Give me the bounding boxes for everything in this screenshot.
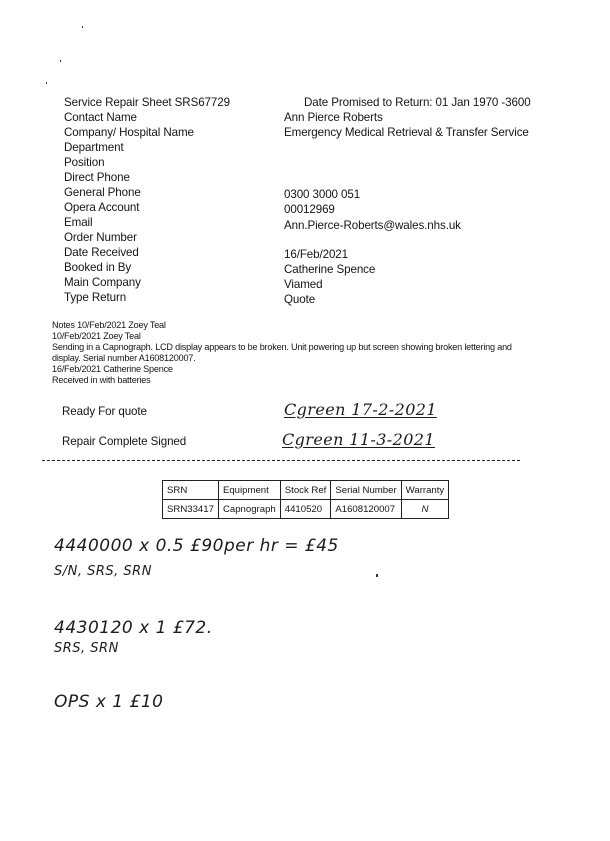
- field-label: Type Return: [64, 291, 127, 304]
- field-value: 0300 3000 051: [284, 188, 361, 201]
- parts-table: [162, 480, 449, 519]
- table-row: [163, 500, 449, 519]
- sheet-title: Service Repair Sheet SRS67729: [64, 96, 230, 109]
- field-label: Main Company: [64, 276, 141, 289]
- column-header: Warranty: [401, 481, 449, 500]
- handwritten-line-1: 4440000 x 0.5 £90per hr = £45: [54, 536, 339, 556]
- field-value: Quote: [284, 293, 316, 306]
- promised-date: [304, 96, 531, 109]
- note-line: Received in with batteries: [52, 375, 151, 385]
- field-label: Department: [64, 141, 124, 154]
- table-cell: N: [401, 500, 449, 519]
- note-line: 16/Feb/2021 Catherine Spence: [52, 364, 173, 374]
- field-label: Contact Name: [64, 111, 137, 124]
- handwritten-line-2-sub: SRS, SRN: [54, 641, 119, 656]
- table-cell: Capnograph: [218, 500, 280, 519]
- field-value: Viamed: [284, 278, 323, 291]
- scan-speck: [60, 60, 61, 62]
- handwritten-line-2: 4430120 x 1 £72.: [54, 618, 213, 638]
- scan-speck: [46, 82, 47, 84]
- ready-for-quote-label: Ready For quote: [62, 405, 147, 418]
- field-label: Direct Phone: [64, 171, 130, 184]
- column-header: Serial Number: [331, 481, 401, 500]
- field-label: Email: [64, 216, 93, 229]
- field-label: Booked in By: [64, 261, 132, 274]
- note-line: Notes 10/Feb/2021 Zoey Teal: [52, 320, 166, 330]
- scan-speck: [376, 574, 378, 577]
- ready-for-quote-signature: Cgreen 17-2-2021: [284, 400, 437, 419]
- column-header: Equipment: [218, 481, 280, 500]
- handwritten-line-1-sub: S/N, SRS, SRN: [54, 564, 152, 579]
- field-label: Company/ Hospital Name: [64, 126, 194, 139]
- table-header-row: [163, 481, 449, 500]
- field-label: Date Received: [64, 246, 139, 259]
- field-label: Position: [64, 156, 105, 169]
- table-cell: 4410520: [280, 500, 331, 519]
- column-header: SRN: [163, 481, 219, 500]
- note-line: display. Serial number A1608120007.: [52, 353, 196, 363]
- field-label: General Phone: [64, 186, 141, 199]
- field-label: Opera Account: [64, 201, 140, 214]
- field-value: Ann Pierce Roberts: [284, 111, 383, 124]
- field-value: 00012969: [284, 203, 335, 216]
- table-cell: A1608120007: [331, 500, 401, 519]
- repair-complete-label: Repair Complete Signed: [62, 435, 187, 448]
- note-line: 10/Feb/2021 Zoey Teal: [52, 331, 141, 341]
- field-value: Catherine Spence: [284, 263, 376, 276]
- section-divider: [42, 460, 520, 461]
- field-label: Order Number: [64, 231, 137, 244]
- handwritten-line-3: OPS x 1 £10: [54, 692, 164, 712]
- table-cell: SRN33417: [163, 500, 219, 519]
- field-value: 16/Feb/2021: [284, 248, 349, 261]
- repair-complete-signature: Cgreen 11-3-2021: [282, 430, 435, 449]
- column-header: Stock Ref: [280, 481, 331, 500]
- field-value: Emergency Medical Retrieval & Transfer Service: [284, 126, 529, 139]
- promised-label: Date Promised to Return:: [304, 96, 433, 109]
- scan-speck: [82, 26, 83, 28]
- note-line: Sending in a Capnograph. LCD display appears to be broken. Unit powering up but screen showing broken lettering and: [52, 342, 512, 352]
- field-value: Ann.Pierce-Roberts@wales.nhs.uk: [284, 219, 461, 232]
- promised-value: 01 Jan 1970 -3600: [435, 96, 531, 109]
